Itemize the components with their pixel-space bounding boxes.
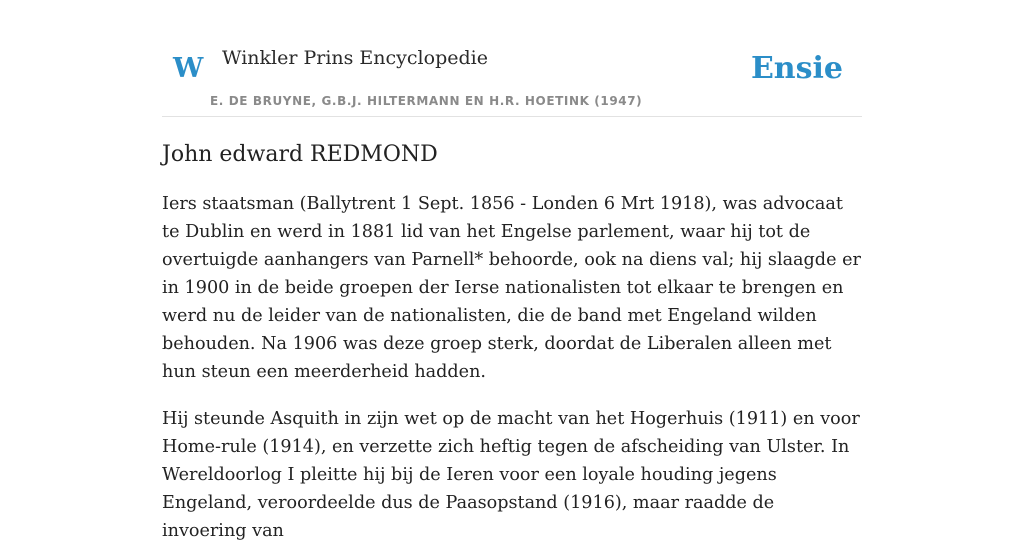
article — [162, 139, 862, 545]
ensie-logo-link[interactable]: Ensie — [750, 51, 843, 86]
article-title: John edward REDMOND — [162, 142, 438, 167]
winkler-prins-logo[interactable]: W — [173, 53, 204, 84]
site-header — [162, 0, 862, 117]
encyclopedia-title: Winkler Prins Encyclopedie — [222, 47, 488, 69]
article-paragraph-2: Hij steunde Asquith in zijn wet op de macht van het Hogerhuis (1911) en voor Home-rule (1914), en verzette zich heftig tegen de afscheiding van Ulster. In Wereldoorlog I pleitte hij bij de Ieren voor een loyale houding jegens Engeland, veroordeelde dus de Paasopstand (1916), maar raadde de invoering van — [162, 409, 860, 541]
authors-line: E. DE BRUYNE, G.B.J. HILTERMANN EN H.R. HOETINK (1947) — [210, 94, 643, 108]
article-paragraph-1: Iers staatsman (Ballytrent 1 Sept. 1856 - Londen 6 Mrt 1918), was advocaat te Dublin en werd in 1881 lid van het Engelse parlement, waar hij tot de overtuigde aanhangers van Parnell* behoorde, ook na diens val; hij slaagde er in 1900 in de beide groepen der Ierse nationalisten tot elkaar te brengen en werd nu de leider van de nationalisten, die de band met Engeland wilden behouden. Na 1906 was deze groep sterk, doordat de Liberalen alleen met hun steun een meerderheid hadden. — [162, 194, 861, 382]
